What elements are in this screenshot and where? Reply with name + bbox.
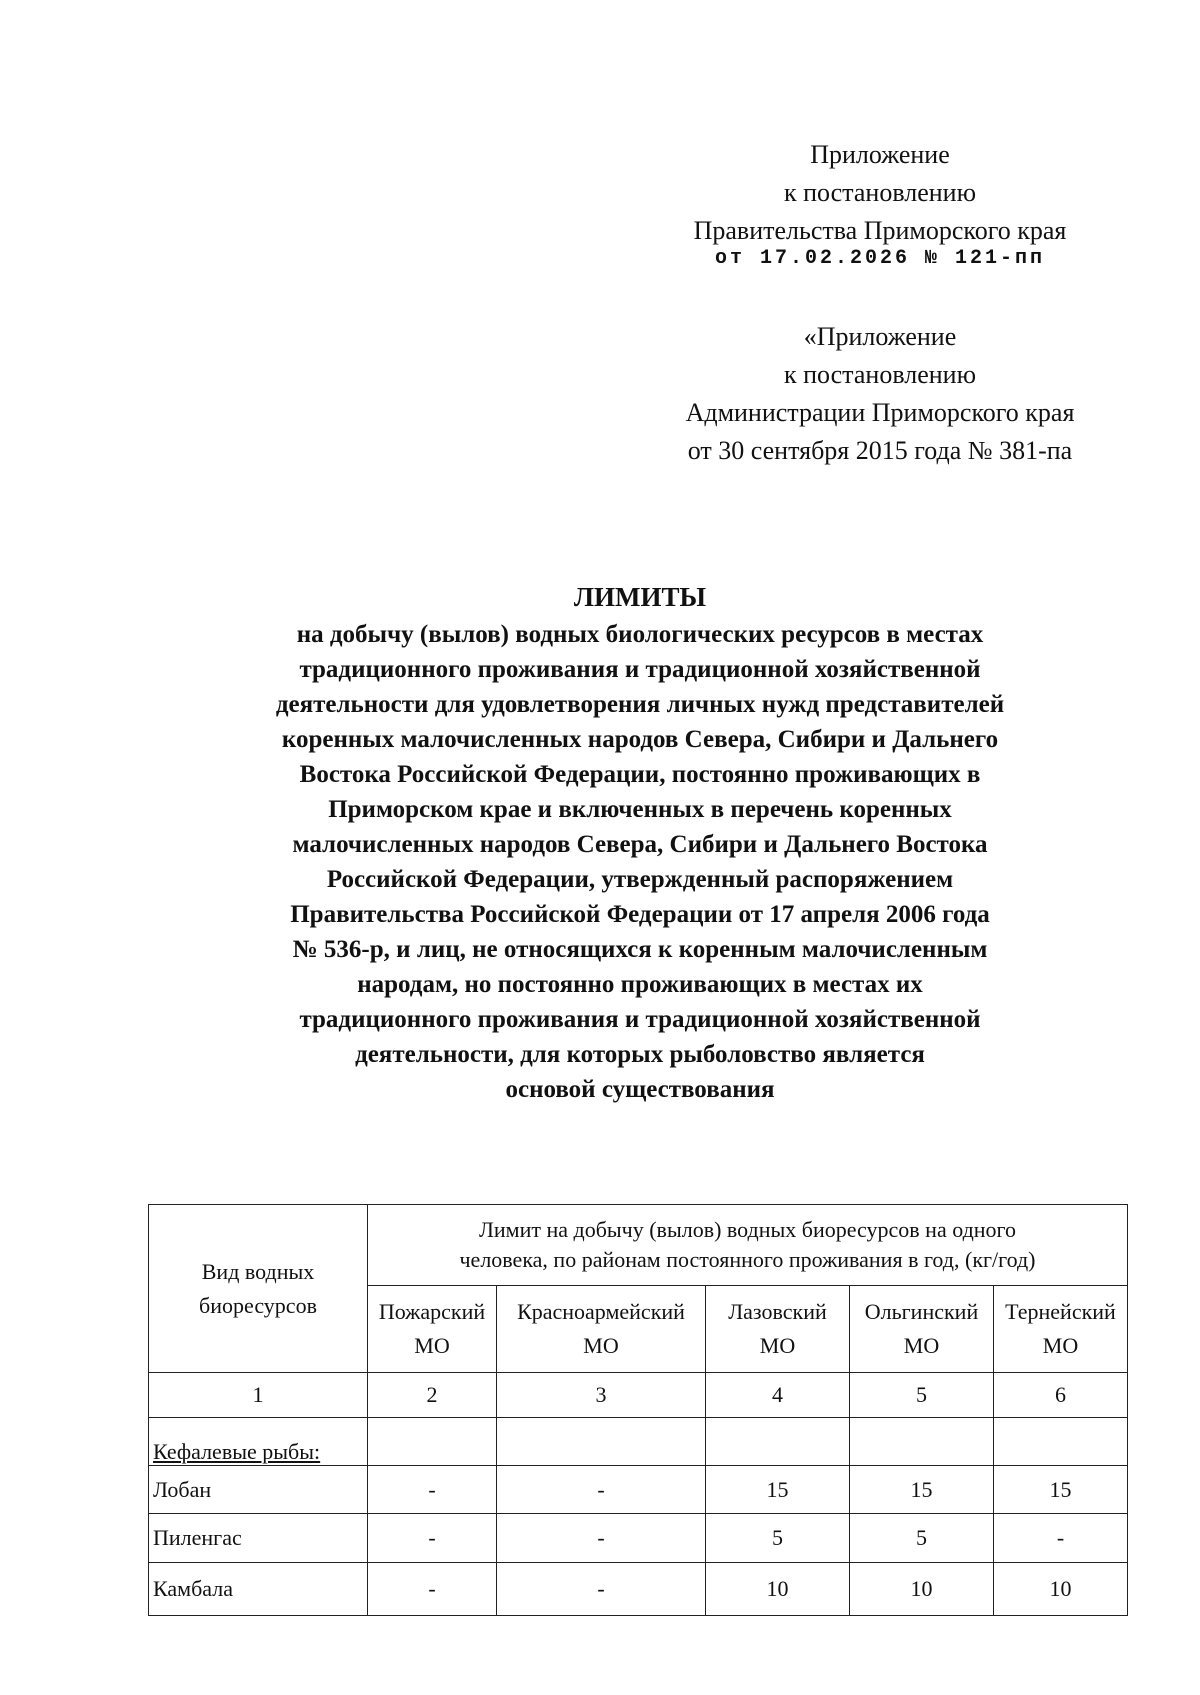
title-line: Востока Российской Федерации, постоянно проживающих в (299, 761, 981, 788)
annex-header-original (640, 318, 1120, 470)
title-line: Правительства Российской Федерации от 17 апреля 2006 года (290, 901, 990, 928)
title-line: № 536-р, и лиц, не относящихся к коренным малочисленным (292, 936, 988, 963)
title-line: деятельности для удовлетворения личных нужд представителей (275, 691, 1005, 718)
limit-cell (497, 1418, 706, 1466)
annex-line: Администрации Приморского края (685, 398, 1075, 427)
limit-cell: 15 (994, 1466, 1128, 1514)
title-line: коренных малочисленных народов Севера, Сибири и Дальнего (281, 726, 999, 753)
title-line: традиционного проживания и традиционной хозяйственной (299, 656, 981, 683)
header-species (149, 1205, 368, 1373)
limit-cell: - (368, 1466, 497, 1514)
district-name: Лазовский (728, 1299, 827, 1324)
header-limit-line: человека, по районам постоянного проживания в год, (кг/год) (459, 1247, 1036, 1272)
column-number: 6 (994, 1373, 1128, 1418)
table-row (149, 1466, 1128, 1514)
header-limit-line: Лимит на добычу (вылов) водных биоресурсов на одного (478, 1217, 1017, 1242)
annex-line: «Приложение (803, 322, 957, 351)
column-number: 2 (368, 1373, 497, 1418)
title-line: традиционного проживания и традиционной хозяйственной (299, 1006, 981, 1033)
annex-line: Правительства Приморского края (693, 216, 1067, 245)
limit-cell (994, 1418, 1128, 1466)
district-type: МО (759, 1333, 796, 1358)
limit-cell: 15 (850, 1466, 994, 1514)
district-name: Красноармейский (517, 1299, 685, 1324)
species-name: Лобан (149, 1466, 368, 1514)
limit-cell: - (497, 1514, 706, 1563)
header-species-line: Вид водных (201, 1258, 315, 1284)
species-name: Камбала (149, 1563, 368, 1616)
limit-cell: - (497, 1466, 706, 1514)
district-header (850, 1286, 994, 1373)
column-number: 1 (149, 1373, 368, 1418)
title-line: на добычу (вылов) водных биологических ресурсов в местах (296, 621, 984, 648)
limit-cell: 15 (706, 1466, 850, 1514)
title-line: народам, но постоянно проживающих в местах их (357, 971, 923, 998)
limit-cell: - (497, 1563, 706, 1616)
annex-line: Приложение (810, 140, 950, 169)
limit-cell: - (368, 1563, 497, 1616)
district-header (706, 1286, 850, 1373)
table-header-row (149, 1205, 1128, 1286)
limit-cell (368, 1418, 497, 1466)
limit-cell: 10 (706, 1563, 850, 1616)
district-header (497, 1286, 706, 1373)
district-type: МО (1042, 1333, 1079, 1358)
limit-cell (850, 1418, 994, 1466)
title-line: Российской Федерации, утвержденный распоряжением (326, 866, 954, 893)
limit-cell: 10 (994, 1563, 1128, 1616)
document-title (200, 577, 1080, 1107)
header-species-line: биоресурсов (199, 1292, 317, 1318)
table-row (149, 1514, 1128, 1563)
column-number: 4 (706, 1373, 850, 1418)
table-row (149, 1563, 1128, 1616)
column-number-row (149, 1373, 1128, 1418)
title-line: основой существования (505, 1076, 775, 1103)
column-number: 3 (497, 1373, 706, 1418)
limit-cell: 5 (850, 1514, 994, 1563)
table-row (149, 1418, 1128, 1466)
limit-cell: 5 (706, 1514, 850, 1563)
district-type: МО (583, 1333, 619, 1358)
title-heading: ЛИМИТЫ (573, 582, 707, 612)
title-line: деятельности, для которых рыболовство является (355, 1041, 925, 1068)
limits-table (148, 1204, 1128, 1616)
species-group-name: Кефалевые рыбы: (149, 1418, 368, 1466)
column-number: 5 (850, 1373, 994, 1418)
header-limit (368, 1205, 1128, 1286)
species-name: Пиленгас (149, 1514, 368, 1563)
limit-cell (706, 1418, 850, 1466)
district-header (994, 1286, 1128, 1373)
district-name: Ольгинский (864, 1299, 979, 1324)
district-name: Пожарский (378, 1299, 486, 1324)
annex-line: от 30 сентября 2015 года № 381-па (687, 436, 1073, 465)
district-header (368, 1286, 497, 1373)
annex-line: к постановлению (783, 360, 977, 389)
title-description (200, 617, 1080, 1107)
annex-header-current (640, 136, 1120, 272)
title-line: малочисленных народов Севера, Сибири и Дальнего Востока (292, 831, 988, 858)
district-name: Тернейский (1005, 1299, 1116, 1324)
limit-cell: - (368, 1514, 497, 1563)
district-type: МО (903, 1333, 940, 1358)
district-type: МО (414, 1333, 450, 1358)
registration-stamp: от 17.02.2026 № 121-пп (714, 247, 1046, 270)
title-line: Приморском крае и включенных в перечень коренных (328, 796, 952, 823)
limit-cell: - (994, 1514, 1128, 1563)
annex-line: к постановлению (783, 178, 977, 207)
limit-cell: 10 (850, 1563, 994, 1616)
